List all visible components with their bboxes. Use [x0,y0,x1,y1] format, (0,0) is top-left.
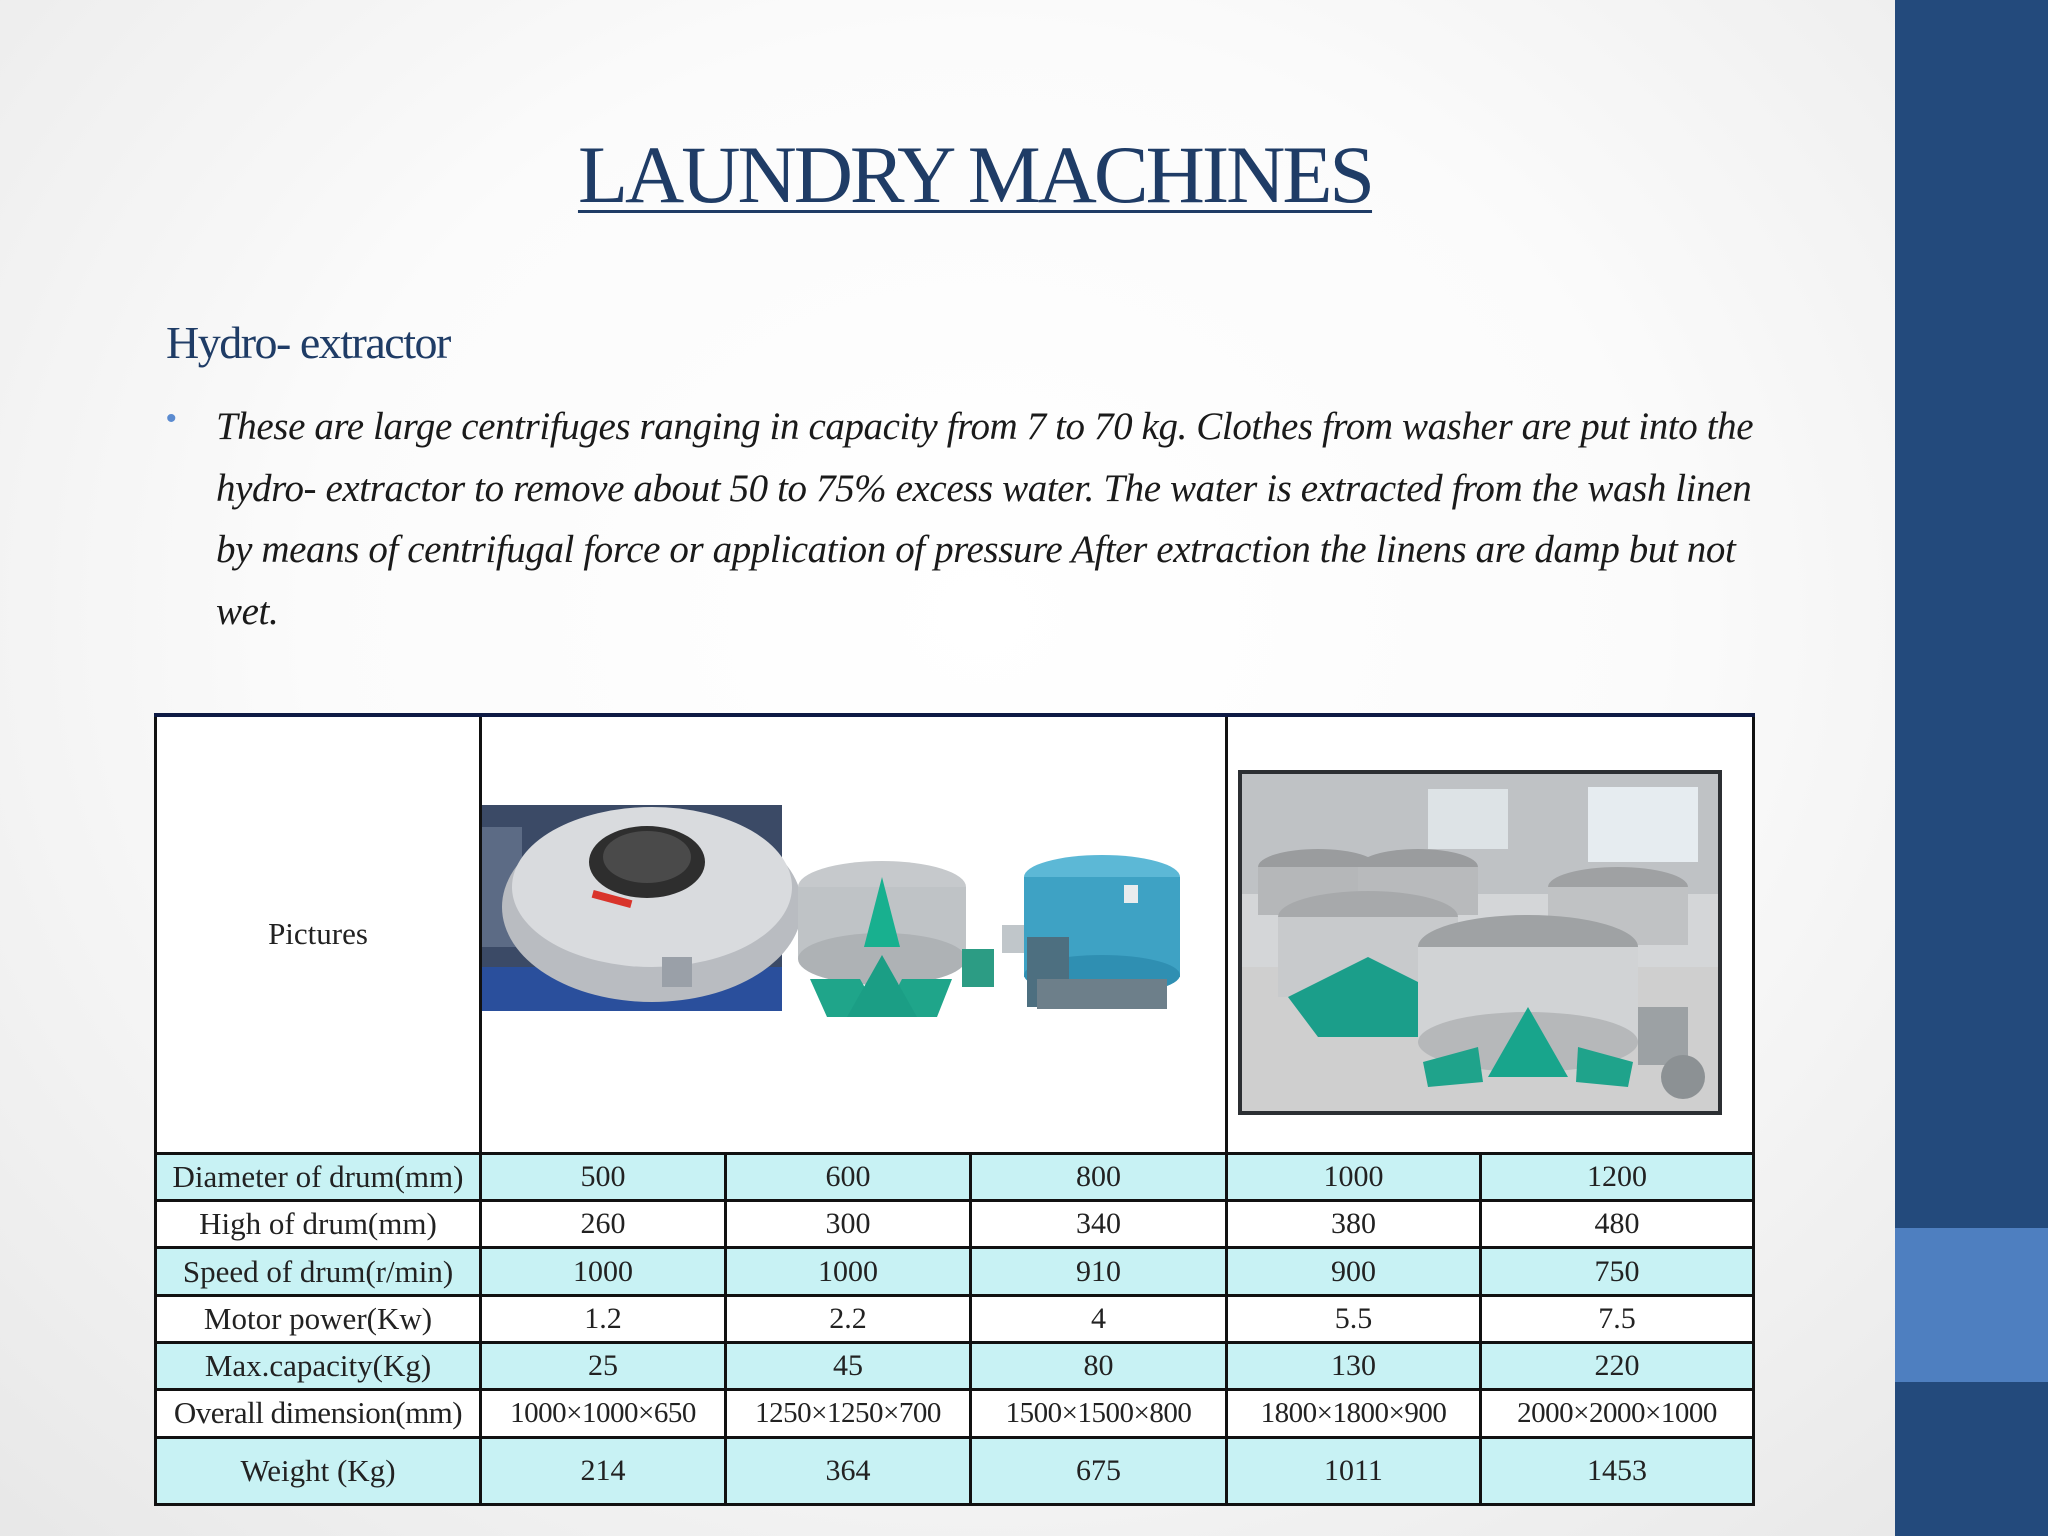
table-cell: 1800×1800×900 [1227,1390,1481,1437]
table-cell: 260 [481,1201,726,1248]
table-cell: 300 [726,1201,971,1248]
table-cell: 1000 [726,1248,971,1295]
table-row [156,1342,1754,1389]
bullet-paragraph: These are large centrifuges ranging in capacity from 7 to 70 kg. Clothes from washer are put into the hydro- extractor to remove about 50 to 75% excess water. The water is extracted from the wash linen by means of centrifugal force or application of pressure After extraction the linens are damp but not wet. [216,405,1754,633]
table-cell: 910 [971,1248,1227,1295]
machine-photo-2 [798,861,994,1017]
table-row [156,1390,1754,1437]
table-cell: 2.2 [726,1295,971,1342]
table-cell: 675 [971,1437,1227,1504]
table-cell: 480 [1481,1201,1754,1248]
table-cell: 900 [1227,1248,1481,1295]
machine-photos-small [481,715,1227,1153]
table-cell: 750 [1481,1248,1754,1295]
table-cell: 4 [971,1295,1227,1342]
spec-table [154,713,1755,1506]
row-label: Speed of drum(r/min) [156,1248,481,1295]
table-cell: 340 [971,1201,1227,1248]
table-cell: 800 [971,1153,1227,1200]
table-cell: 5.5 [1227,1295,1481,1342]
table-cell: 2000×2000×1000 [1481,1390,1754,1437]
row-label: Max.capacity(Kg) [156,1342,481,1389]
table-cell: 7.5 [1481,1295,1754,1342]
bullet-dot: • [166,402,177,435]
table-cell: 1500×1500×800 [971,1390,1227,1437]
table-cell: 1000×1000×650 [481,1390,726,1437]
row-label: Diameter of drum(mm) [156,1153,481,1200]
section-heading: Hydro- extractor [166,317,450,368]
sidebar-accent-block [1895,1228,2048,1382]
table-cell: 1000 [481,1248,726,1295]
table-cell: 364 [726,1437,971,1504]
table-cell: 80 [971,1342,1227,1389]
table-cell: 1250×1250×700 [726,1390,971,1437]
table-cell: 1.2 [481,1295,726,1342]
machine-photo-3 [1002,855,1180,1009]
table-cell: 130 [1227,1342,1481,1389]
slide-title: LAUNDRY MACHINES [577,129,1373,220]
row-label: High of drum(mm) [156,1201,481,1248]
machine-photo-large-cell [1227,715,1754,1153]
table-cell: 220 [1481,1342,1754,1389]
machine-photos-svg [482,717,1228,1149]
machine-photo-large [1228,717,1755,1149]
table-cell: 214 [481,1437,726,1504]
table-cell: 1200 [1481,1153,1754,1200]
table-row [156,1437,1754,1504]
table-row [156,1295,1754,1342]
table-row [156,1201,1754,1248]
table-row [156,1153,1754,1200]
row-label: Motor power(Kw) [156,1295,481,1342]
row-label: Weight (Kg) [156,1437,481,1504]
row-label: Overall dimension(mm) [156,1390,481,1437]
table-cell: 1011 [1227,1437,1481,1504]
table-cell: 45 [726,1342,971,1389]
table-cell: 1000 [1227,1153,1481,1200]
machine-photo-1 [482,805,802,1011]
table-cell: 25 [481,1342,726,1389]
table-cell: 500 [481,1153,726,1200]
table-row [156,1248,1754,1295]
pictures-label: Pictures [156,715,481,1153]
table-cell: 1453 [1481,1437,1754,1504]
table-cell: 380 [1227,1201,1481,1248]
pictures-row [156,715,1754,1153]
table-cell: 600 [726,1153,971,1200]
